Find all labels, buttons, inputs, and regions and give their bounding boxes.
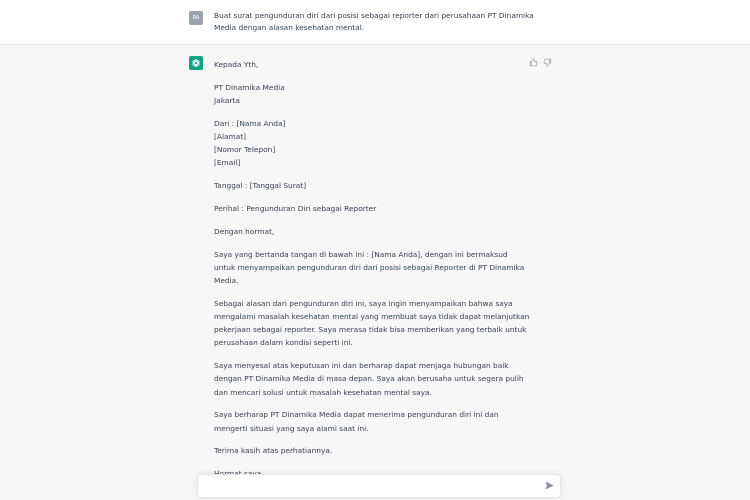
feedback-controls — [529, 58, 552, 67]
recipient-city: Jakarta — [214, 96, 240, 105]
letter-paragraph-1: Saya yang bertanda tangan di bawah ini : [Nama Anda], dengan ini bermaksud untuk menyampaikan pengunduran diri dari posisi sebagai Reporter di PT Dinamika Media. — [214, 249, 525, 285]
letter-subject: Perihal : Pengunduran Diri sebagai Reporter — [214, 204, 377, 213]
sender-name: Dari : [Nama Anda] — [214, 118, 286, 128]
user-message-row — [0, 0, 750, 45]
user-avatar: RA — [189, 11, 203, 25]
sender-address: [Alamat] — [214, 132, 247, 141]
paper-plane-icon[interactable] — [545, 481, 554, 490]
letter-date: Tanggal : [Tanggal Surat] — [214, 181, 307, 191]
letter-paragraph-3: Saya menyesal atas keputusan ini dan berharap dapat menjaga hubungan baik dengan PT Dinamika Media di masa depan. Saya akan berusaha untuk segera pulih dan mencari solusi untuk masalah kesehatan mental saya. — [214, 361, 524, 397]
assistant-response-letter — [214, 58, 530, 490]
sender-email: [Email] — [214, 158, 241, 168]
thumbs-down-icon[interactable] — [543, 58, 552, 67]
recipient-company: PT Dinamika Media — [214, 82, 285, 92]
letter-thanks: Terima kasih atas perhatiannya. — [214, 446, 333, 456]
letter-salutation: Dengan hormat, — [214, 226, 275, 236]
letter-paragraph-4: Saya berharap PT Dinamika Media dapat menerima pengunduran diri ini dan mengerti situasi yang saya alami saat ini. — [214, 410, 499, 433]
sender-phone: [Nomor Telepon] — [214, 145, 276, 155]
letter-paragraph-2: Sebagai alasan dari pengunduran diri ini, saya ingin menyampaikan bahwa saya mengalami masalah kesehatan mental yang membuat saya tidak dapat melanjutkan pekerjaan sebagai reporter. Saya merasa tidak bisa memberikan yang terbaik untuk perusahaan dalam kondisi seperti ini. — [214, 298, 530, 348]
chat-input-bar — [197, 474, 561, 498]
thumbs-up-icon[interactable] — [529, 58, 538, 67]
chat-input[interactable] — [206, 479, 526, 491]
letter-sender — [214, 117, 530, 170]
openai-logo-icon — [191, 58, 201, 68]
assistant-avatar — [189, 56, 203, 70]
user-prompt: Buat surat pengunduran diri dari posisi sebagai reporter dari perusahaan PT Dinamika Media dengan alasan kesehatan mental. — [214, 11, 534, 32]
letter-greeting: Kepada Yth, — [214, 60, 259, 69]
assistant-message-row — [0, 45, 750, 500]
letter-recipient — [214, 81, 530, 107]
